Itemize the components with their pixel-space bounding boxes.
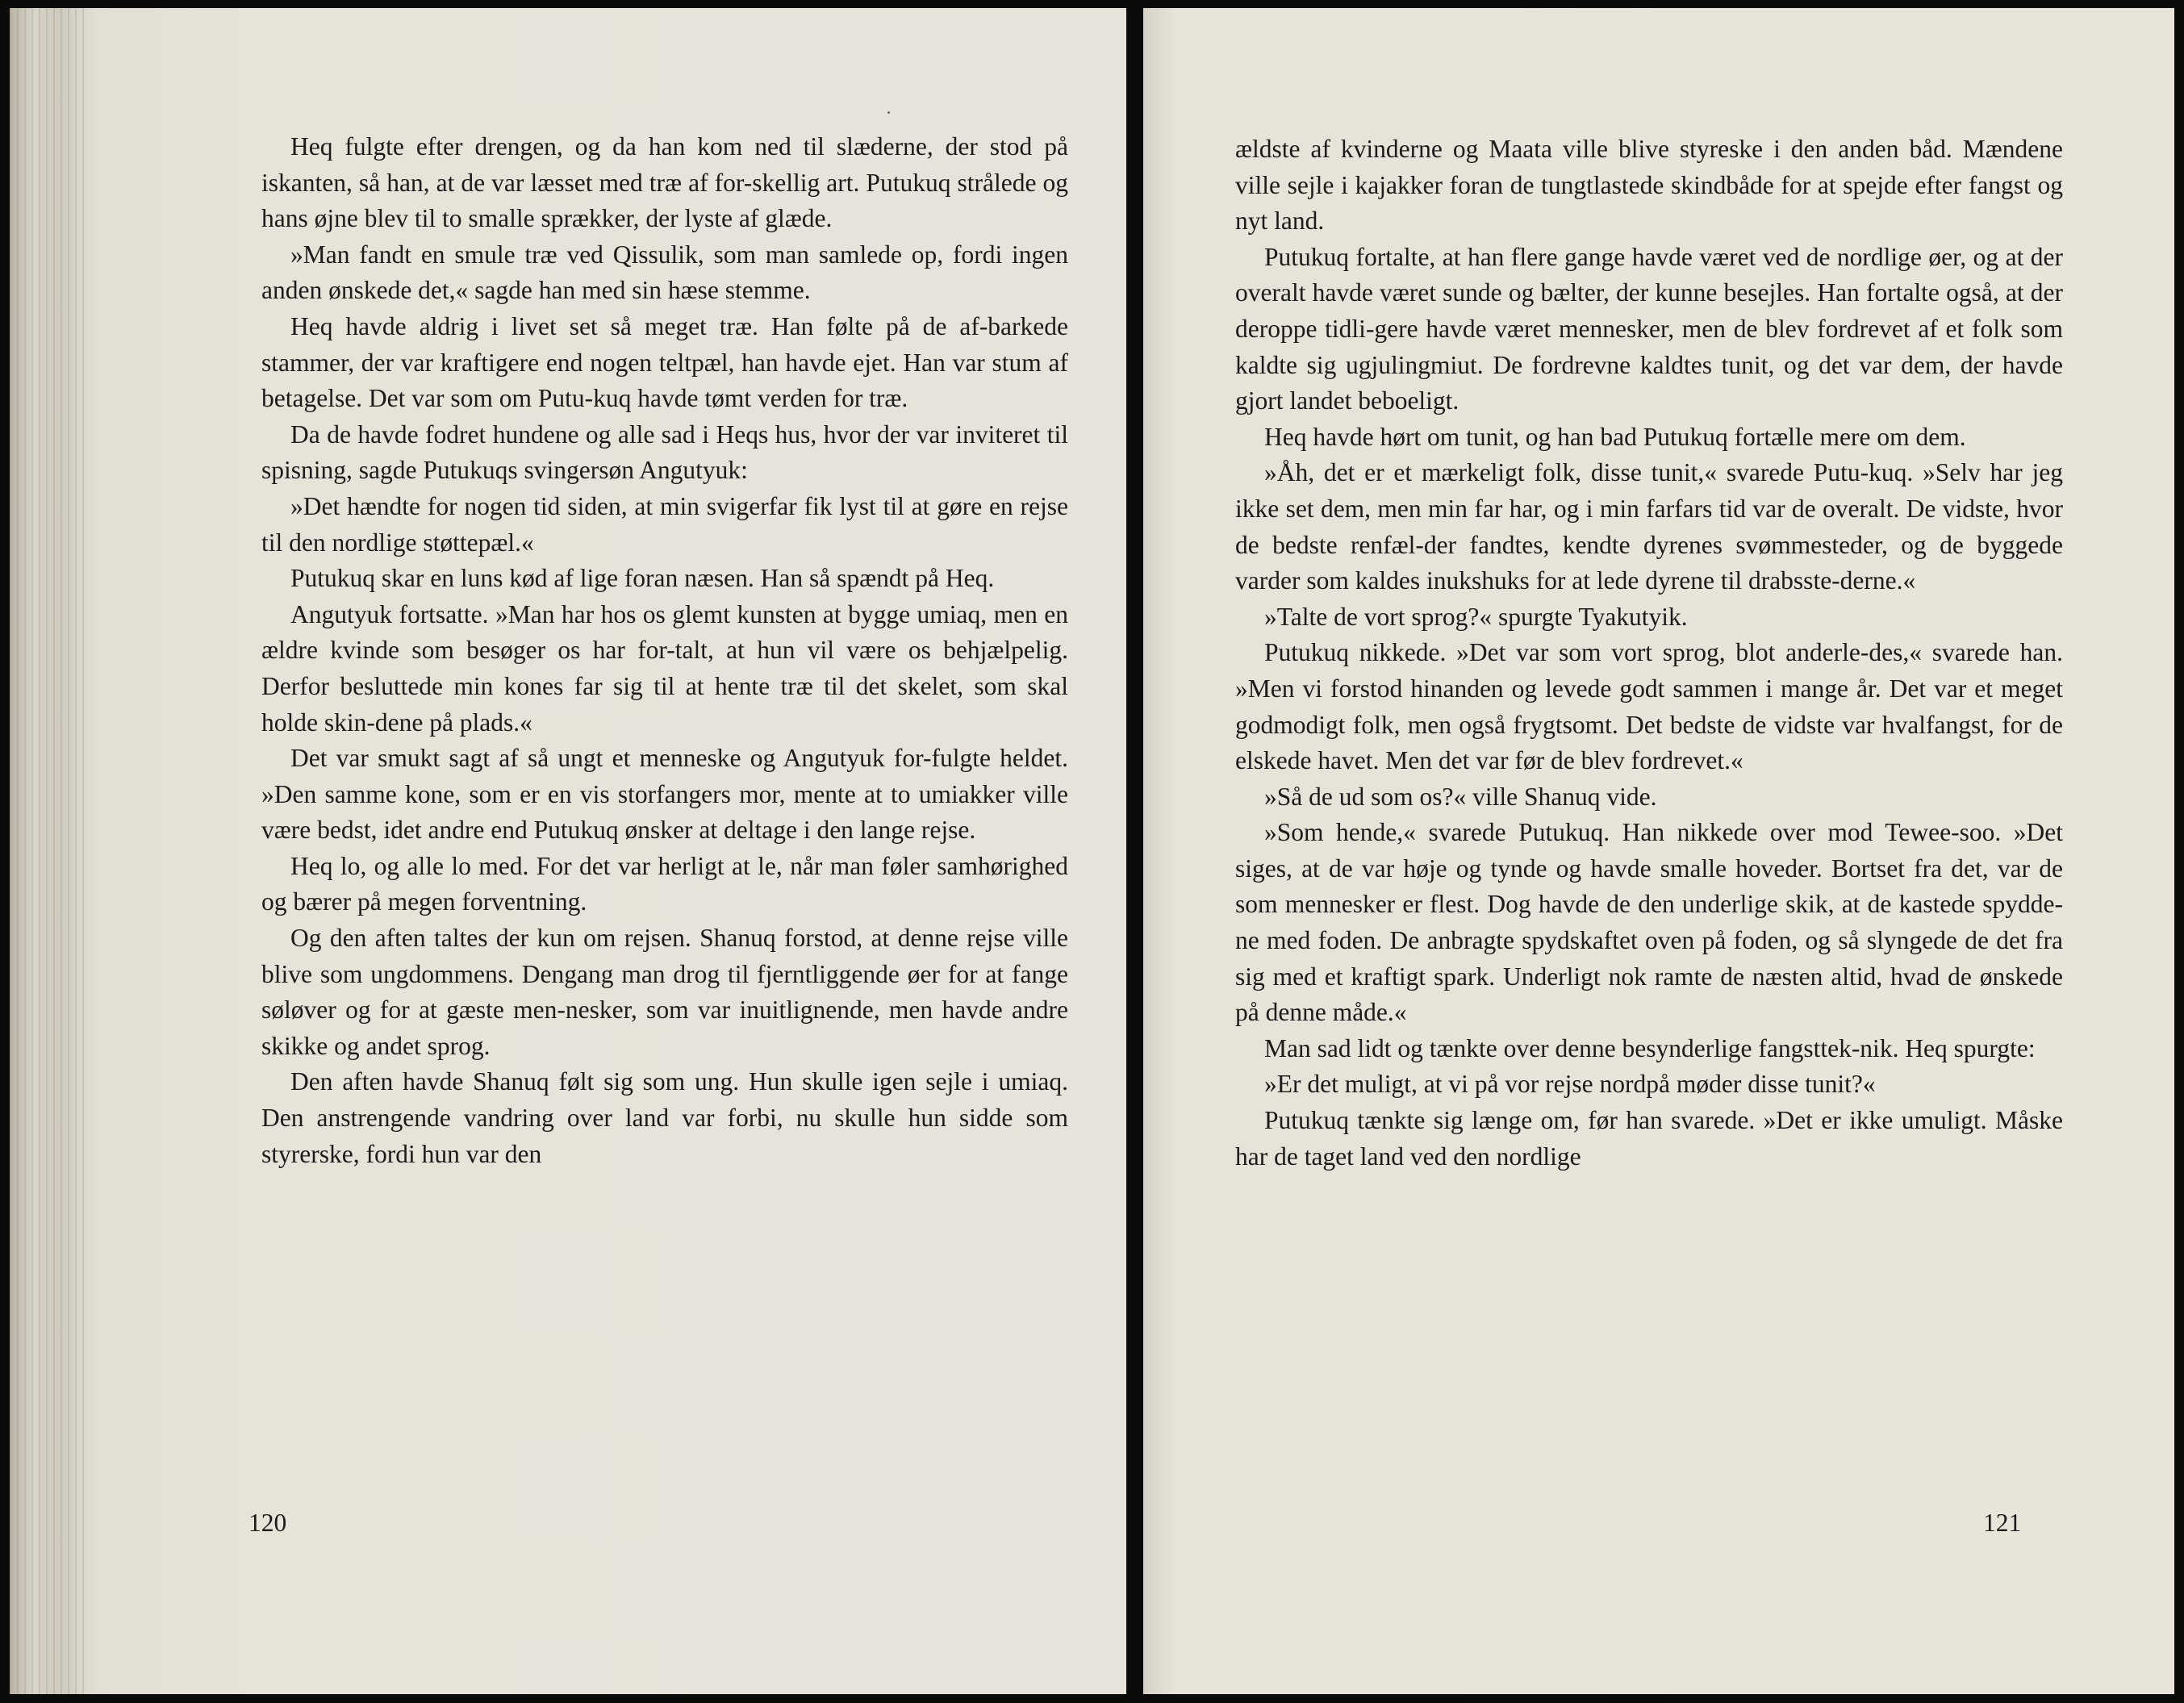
paragraph: »Det hændte for nogen tid siden, at min svigerfar fik lyst til at gøre en rejse til den nordlige støttepæl.« (261, 491, 1068, 557)
paragraph: Putukuq fortalte, at han flere gange havde været ved de nordlige øer, og at der overalt havde været sunde og bælter, der kunne besejles. Han fortalte også, at der deroppe tidli-gere havde været mennesker, men de blev fordrevet af et folk som kaldte sig ugjulingmiut. De fordrevne kaldtes tunit, og det var dem, der havde gjort landet beboeligt. (1235, 242, 2063, 415)
paragraph: »Som hende,« svarede Putukuq. Han nikkede over mod Tewee-soo. »Det siges, at de var høje og tynde og havde smalle hoveder. Bortset fra det, var de som mennesker er flest. Dog havde de den underlige skik, at de kastede spydde-ne med foden. De anbragte spydskaftet oven på foden, og så slyngede de det fra sig med et kraftigt spark. Underligt nok ramte de næsten altid, hvad de ønskede på denne måde.« (1235, 818, 2063, 1027)
speck (887, 111, 890, 114)
page-number-right: 121 (1983, 1509, 2022, 1537)
page-edges (10, 8, 86, 1694)
paragraph: Man sad lidt og tænkte over denne besynderlige fangsttek-nik. Heq spurgte: (1264, 1033, 2036, 1062)
paragraph: Den aften havde Shanuq følt sig som ung. Hun skulle igen sejle i umiaq. Den anstrengende vandring over land var forbi, nu skulle hun sidde som styrerske, fordi hun var den (261, 1067, 1068, 1168)
paragraph: Og den aften taltes der kun om rejsen. Shanuq forstod, at denne rejse ville blive som ungdommens. Dengang man drog til fjerntliggende øer for at fange søløver og for at gæste men-nesker, som var inuitlignende, men havde andre skikke og andet sprog. (261, 924, 1068, 1060)
paragraph: »Åh, det er et mærkeligt folk, disse tunit,« svarede Putu-kuq. »Selv har jeg ikke set dem, men min far har, og i min farfars tid var de overalt. De vidste, hvor de bedste renfæl-der fandtes, kendte dyrenes svømmesteder, og de byggede varder som kaldes inukshuks for at lede dyrene til drabsste-derne.« (1235, 458, 2063, 595)
paragraph: Heq fulgte efter drengen, og da han kom ned til slæderne, der stod på iskanten, så han, at de var læsset med træ af for-skellig art. Putukuq strålede og hans øjne blev til to smalle sprækker, der lyste af glæde. (261, 132, 1068, 233)
paragraph: »Talte de vort sprog?« spurgte Tyakutyik. (1264, 602, 1688, 631)
paragraph: »Så de ud som os?« ville Shanuq vide. (1264, 782, 1657, 811)
paragraph-continuation: ældste af kvinderne og Maata ville blive styreske i den anden båd. Mændene ville sejle i kajakker foran de tungtlastede skindbåde for at spejde efter fangst og nyt land. (1235, 135, 2063, 236)
paragraph: Da de havde fodret hundene og alle sad i Heqs hus, hvor der var inviteret til spisning, sagde Putukuqs svingersøn Angutyuk: (261, 419, 1068, 485)
paragraph: Heq lo, og alle lo med. For det var herligt at le, når man føler samhørighed og bærer på megen forventning. (261, 851, 1068, 916)
page-number-left: 120 (248, 1509, 287, 1537)
paragraph: Heq havde hørt om tunit, og han bad Putukuq fortælle mere om dem. (1264, 422, 1966, 451)
paragraph: Angutyuk fortsatte. »Man har hos os glemt kunsten at bygge umiaq, men en ældre kvinde som besøger os har for-talt, at hun vil være os behjælpelig. Derfor besluttede min kones far sig til at hente træ til det skelet, som skal holde skin-dene på plads.« (261, 599, 1068, 737)
paragraph: Putukuq nikkede. »Det var som vort sprog, blot anderle-des,« svarede han. »Men vi forstod hinanden og levede godt sammen i mange år. Det var et meget godmodigt folk, men også frygtsomt. Det bedste de vidste var hvalfangst, for de elskede havet. Men det var før de blev fordrevet.« (1235, 638, 2063, 775)
paragraph: »Er det muligt, at vi på vor rejse nordpå møder disse tunit?« (1264, 1070, 1876, 1099)
paragraph: Putukuq skar en luns kød af lige foran næsen. Han så spændt på Heq. (290, 564, 995, 593)
right-text-column (1235, 131, 2063, 1175)
left-page (10, 8, 1126, 1694)
right-page (1143, 8, 2174, 1694)
paragraph: Heq havde aldrig i livet set så meget træ. Han følte på de af-barkede stammer, der var kraftigere end nogen teltpæl, han havde ejet. Han var stum af betagelse. Det var som om Putu-kuq havde tømt verden for træ. (261, 311, 1068, 413)
paragraph: Putukuq tænkte sig længe om, før han svarede. »Det er ikke umuligt. Måske har de taget land ved den nordlige (1235, 1106, 2063, 1171)
left-text-column (261, 129, 1068, 1172)
paragraph: »Man fandt en smule træ ved Qissulik, som man samlede op, fordi ingen anden ønskede det,« sagde han med sin hæse stemme. (261, 240, 1068, 305)
paragraph: Det var smukt sagt af så ungt et menneske og Angutyuk for-fulgte heldet. »Den samme kone, som er en vis storfangers mor, mente at to umiakker ville være bedst, idet andre end Putukuq ønsker at deltage i den lange rejse. (261, 744, 1068, 845)
